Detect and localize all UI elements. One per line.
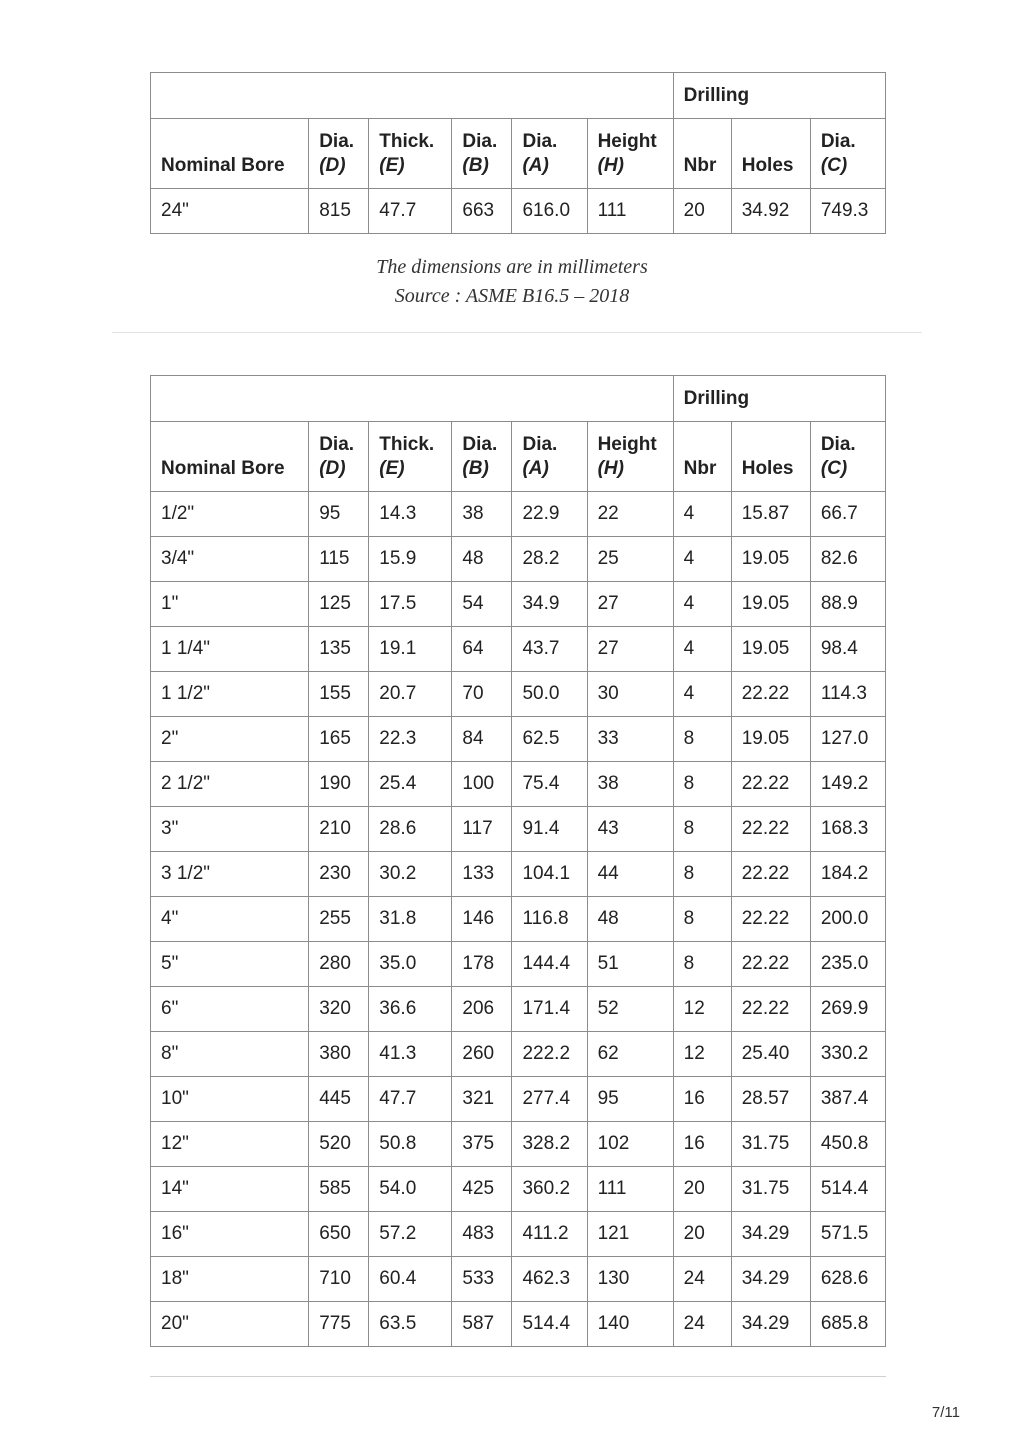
table-cell: 100	[452, 762, 512, 807]
table-row	[151, 1032, 886, 1077]
table-cell: 20.7	[369, 672, 452, 717]
table-cell: 520	[309, 1122, 369, 1167]
table-cell: 3/4"	[151, 537, 309, 582]
table-cell: 19.05	[731, 582, 810, 627]
table-cell: 5"	[151, 942, 309, 987]
table-cell: 462.3	[512, 1257, 587, 1302]
table-cell: 51	[587, 942, 673, 987]
table-cell: 28.57	[731, 1077, 810, 1122]
table-cell: 70	[452, 672, 512, 717]
table-cell: 19.05	[731, 537, 810, 582]
table-cell: 380	[309, 1032, 369, 1077]
table-cell: 685.8	[810, 1302, 885, 1347]
table-cell: 4	[673, 537, 731, 582]
section-divider	[112, 332, 922, 333]
table-cell: 22.22	[731, 852, 810, 897]
holes-header: Holes	[731, 119, 810, 189]
table-cell: 34.29	[731, 1302, 810, 1347]
table-cell: 130	[587, 1257, 673, 1302]
table-cell: 54.0	[369, 1167, 452, 1212]
table-cell: 19.05	[731, 627, 810, 672]
dia-a-header: Dia. (A)	[512, 119, 587, 189]
table-cell: 44	[587, 852, 673, 897]
table-cell: 16	[673, 1077, 731, 1122]
table-cell: 50.8	[369, 1122, 452, 1167]
table-cell: 25.4	[369, 762, 452, 807]
table-cell: 815	[309, 189, 369, 234]
table-cell: 31.75	[731, 1122, 810, 1167]
nbr-header: Nbr	[673, 119, 731, 189]
table-cell: 22.9	[512, 492, 587, 537]
table-cell: 14"	[151, 1167, 309, 1212]
table-cell: 27	[587, 582, 673, 627]
table-cell: 24"	[151, 189, 309, 234]
table-cell: 41.3	[369, 1032, 452, 1077]
table-cell: 62	[587, 1032, 673, 1077]
flange-table-sizes	[150, 375, 886, 1347]
table-cell: 775	[309, 1302, 369, 1347]
table-cell: 116.8	[512, 897, 587, 942]
table-cell: 38	[452, 492, 512, 537]
table-cell: 514.4	[512, 1302, 587, 1347]
table-cell: 47.7	[369, 189, 452, 234]
table-cell: 47.7	[369, 1077, 452, 1122]
table-cell: 30.2	[369, 852, 452, 897]
drilling-header: Drilling	[673, 376, 885, 422]
table-cell: 115	[309, 537, 369, 582]
table-cell: 206	[452, 987, 512, 1032]
table-cell: 36.6	[369, 987, 452, 1032]
table-row	[151, 717, 886, 762]
table-cell: 16	[673, 1122, 731, 1167]
units-caption: The dimensions are in millimeters	[376, 256, 648, 278]
table-cell: 34.92	[731, 189, 810, 234]
table-cell: 168.3	[810, 807, 885, 852]
table-body	[151, 189, 886, 234]
table-cell: 22.3	[369, 717, 452, 762]
table-cell: 749.3	[810, 189, 885, 234]
table-cell: 19.1	[369, 627, 452, 672]
table-cell: 140	[587, 1302, 673, 1347]
table-cell: 48	[587, 897, 673, 942]
table-cell: 628.6	[810, 1257, 885, 1302]
table-cell: 22.22	[731, 987, 810, 1032]
table-cell: 17.5	[369, 582, 452, 627]
dia-c-header: Dia. (C)	[810, 422, 885, 492]
table-cell: 1 1/2"	[151, 672, 309, 717]
table-cell: 117	[452, 807, 512, 852]
table-cell: 24	[673, 1302, 731, 1347]
table-cell: 104.1	[512, 852, 587, 897]
table-cell: 88.9	[810, 582, 885, 627]
table-cell: 25.40	[731, 1032, 810, 1077]
table-cell: 4	[673, 582, 731, 627]
table-cell: 121	[587, 1212, 673, 1257]
bottom-divider	[150, 1376, 886, 1377]
table-cell: 43.7	[512, 627, 587, 672]
table-cell: 616.0	[512, 189, 587, 234]
table-cell: 35.0	[369, 942, 452, 987]
table-cell: 230	[309, 852, 369, 897]
table-cell: 133	[452, 852, 512, 897]
table-cell: 235.0	[810, 942, 885, 987]
holes-header: Holes	[731, 422, 810, 492]
table-cell: 114.3	[810, 672, 885, 717]
table-cell: 155	[309, 672, 369, 717]
source-caption: Source : ASME B16.5 – 2018	[394, 285, 630, 307]
table-cell: 31.75	[731, 1167, 810, 1212]
flange-table-24	[150, 72, 886, 234]
table-cell: 22	[587, 492, 673, 537]
table-cell: 8	[673, 942, 731, 987]
table-cell: 2"	[151, 717, 309, 762]
table-cell: 425	[452, 1167, 512, 1212]
table-cell: 66.7	[810, 492, 885, 537]
table-cell: 38	[587, 762, 673, 807]
table-cell: 650	[309, 1212, 369, 1257]
table-cell: 8"	[151, 1032, 309, 1077]
table-cell: 210	[309, 807, 369, 852]
table-cell: 4	[673, 672, 731, 717]
table-cell: 269.9	[810, 987, 885, 1032]
table-cell: 260	[452, 1032, 512, 1077]
table-cell: 10"	[151, 1077, 309, 1122]
table-cell: 328.2	[512, 1122, 587, 1167]
table-cell: 190	[309, 762, 369, 807]
table-cell: 15.87	[731, 492, 810, 537]
table-row	[151, 1122, 886, 1167]
table-cell: 8	[673, 762, 731, 807]
table-row	[151, 1212, 886, 1257]
table-cell: 18"	[151, 1257, 309, 1302]
table-cell: 84	[452, 717, 512, 762]
table-cell: 321	[452, 1077, 512, 1122]
table-cell: 52	[587, 987, 673, 1032]
table-cell: 222.2	[512, 1032, 587, 1077]
thick-e-header: Thick. (E)	[369, 119, 452, 189]
dia-d-header: Dia. (D)	[309, 422, 369, 492]
table-cell: 387.4	[810, 1077, 885, 1122]
table-cell: 710	[309, 1257, 369, 1302]
table-cell: 6"	[151, 987, 309, 1032]
nominal-bore-header: Nominal Bore	[151, 422, 309, 492]
table-cell: 43	[587, 807, 673, 852]
table-row	[151, 1257, 886, 1302]
table-cell: 60.4	[369, 1257, 452, 1302]
table-cell: 28.6	[369, 807, 452, 852]
table-cell: 25	[587, 537, 673, 582]
table-cell: 20	[673, 1212, 731, 1257]
table-cell: 280	[309, 942, 369, 987]
table-cell: 4"	[151, 897, 309, 942]
table-cell: 125	[309, 582, 369, 627]
table-row	[151, 987, 886, 1032]
table-cell: 8	[673, 807, 731, 852]
table-cell: 8	[673, 717, 731, 762]
table-cell: 22.22	[731, 762, 810, 807]
table-cell: 135	[309, 627, 369, 672]
table-cell: 3 1/2"	[151, 852, 309, 897]
table-cell: 8	[673, 852, 731, 897]
table-cell: 149.2	[810, 762, 885, 807]
dia-a-header: Dia. (A)	[512, 422, 587, 492]
table-cell: 184.2	[810, 852, 885, 897]
table-row	[151, 897, 886, 942]
table-cell: 111	[587, 189, 673, 234]
table-cell: 33	[587, 717, 673, 762]
table-cell: 4	[673, 627, 731, 672]
table-cell: 16"	[151, 1212, 309, 1257]
table-cell: 20"	[151, 1302, 309, 1347]
table-cell: 19.05	[731, 717, 810, 762]
table-cell: 22.22	[731, 942, 810, 987]
table-cell: 95	[309, 492, 369, 537]
nbr-header: Nbr	[673, 422, 731, 492]
table-cell: 20	[673, 189, 731, 234]
table-cell: 27	[587, 627, 673, 672]
table-row	[151, 1077, 886, 1122]
table-cell: 533	[452, 1257, 512, 1302]
table-cell: 31.8	[369, 897, 452, 942]
table-cell: 48	[452, 537, 512, 582]
table-cell: 15.9	[369, 537, 452, 582]
table-row	[151, 582, 886, 627]
table-cell: 514.4	[810, 1167, 885, 1212]
table-cell: 2 1/2"	[151, 762, 309, 807]
table-cell: 200.0	[810, 897, 885, 942]
dia-c-header: Dia. (C)	[810, 119, 885, 189]
table-cell: 34.29	[731, 1257, 810, 1302]
table-row	[151, 672, 886, 717]
table-cell: 483	[452, 1212, 512, 1257]
table-cell: 146	[452, 897, 512, 942]
table-row	[151, 189, 886, 234]
table-cell: 3"	[151, 807, 309, 852]
table-cell: 4	[673, 492, 731, 537]
table-cell: 320	[309, 987, 369, 1032]
table-cell: 50.0	[512, 672, 587, 717]
table-cell: 14.3	[369, 492, 452, 537]
table-row	[151, 807, 886, 852]
table-row	[151, 852, 886, 897]
table-body	[151, 492, 886, 1347]
table-cell: 587	[452, 1302, 512, 1347]
table-row	[151, 762, 886, 807]
table-cell: 663	[452, 189, 512, 234]
table-cell: 12	[673, 987, 731, 1032]
table-cell: 144.4	[512, 942, 587, 987]
table-cell: 57.2	[369, 1212, 452, 1257]
table-cell: 63.5	[369, 1302, 452, 1347]
table-cell: 1/2"	[151, 492, 309, 537]
table-row	[151, 537, 886, 582]
table-cell: 22.22	[731, 672, 810, 717]
table-cell: 12"	[151, 1122, 309, 1167]
table-cell: 127.0	[810, 717, 885, 762]
dia-b-header: Dia. (B)	[452, 422, 512, 492]
table-cell: 571.5	[810, 1212, 885, 1257]
table-cell: 8	[673, 897, 731, 942]
table-cell: 277.4	[512, 1077, 587, 1122]
table-cell: 445	[309, 1077, 369, 1122]
table-cell: 75.4	[512, 762, 587, 807]
table-cell: 255	[309, 897, 369, 942]
drilling-header: Drilling	[673, 73, 885, 119]
table-cell: 30	[587, 672, 673, 717]
table-cell: 54	[452, 582, 512, 627]
page-number: 7/11	[931, 1404, 960, 1421]
table-cell: 330.2	[810, 1032, 885, 1077]
table-cell: 411.2	[512, 1212, 587, 1257]
table-row	[151, 942, 886, 987]
table-cell: 62.5	[512, 717, 587, 762]
table-cell: 98.4	[810, 627, 885, 672]
table-cell: 1 1/4"	[151, 627, 309, 672]
table-cell: 34.29	[731, 1212, 810, 1257]
table-cell: 20	[673, 1167, 731, 1212]
table-cell: 102	[587, 1122, 673, 1167]
dia-b-header: Dia. (B)	[452, 119, 512, 189]
table-cell: 1"	[151, 582, 309, 627]
table-cell: 585	[309, 1167, 369, 1212]
dia-d-header: Dia. (D)	[309, 119, 369, 189]
table-cell: 22.22	[731, 897, 810, 942]
table-cell: 22.22	[731, 807, 810, 852]
nominal-bore-header: Nominal Bore	[151, 119, 309, 189]
height-h-header: Height (H)	[587, 422, 673, 492]
table-row	[151, 492, 886, 537]
table-cell: 34.9	[512, 582, 587, 627]
table-cell: 111	[587, 1167, 673, 1212]
table-row	[151, 627, 886, 672]
table-row	[151, 1302, 886, 1347]
table-cell: 24	[673, 1257, 731, 1302]
empty-header-cell	[151, 376, 674, 422]
table-cell: 91.4	[512, 807, 587, 852]
table-cell: 95	[587, 1077, 673, 1122]
table-row	[151, 1167, 886, 1212]
empty-header-cell	[151, 73, 674, 119]
table-cell: 82.6	[810, 537, 885, 582]
height-h-header: Height (H)	[587, 119, 673, 189]
table-cell: 375	[452, 1122, 512, 1167]
table-cell: 178	[452, 942, 512, 987]
table-cell: 64	[452, 627, 512, 672]
table-cell: 12	[673, 1032, 731, 1077]
table-cell: 28.2	[512, 537, 587, 582]
table-cell: 165	[309, 717, 369, 762]
table-cell: 450.8	[810, 1122, 885, 1167]
thick-e-header: Thick. (E)	[369, 422, 452, 492]
table-cell: 171.4	[512, 987, 587, 1032]
table-cell: 360.2	[512, 1167, 587, 1212]
